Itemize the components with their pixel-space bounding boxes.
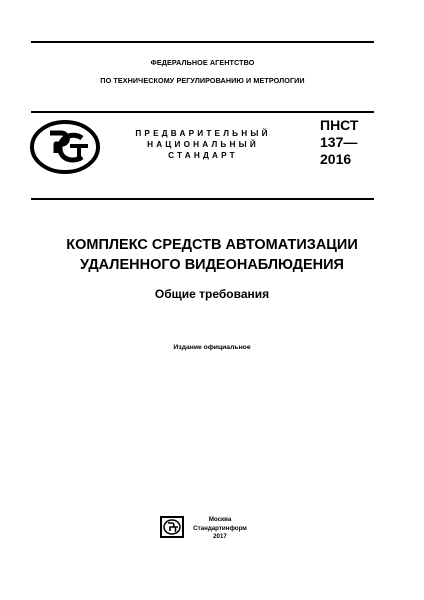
gost-r-logo-icon xyxy=(30,120,100,174)
document-subtitle: Общие требования xyxy=(154,287,270,301)
document-title-line1: КОМПЛЕКС СРЕДСТВ АВТОМАТИЗАЦИИ xyxy=(66,237,358,253)
standard-number-value: 137— xyxy=(320,134,358,150)
publisher-city: Москва xyxy=(208,516,232,523)
agency-name-line1: ФЕДЕРАЛЬНОЕ АГЕНТСТВО xyxy=(150,58,255,67)
agency-name-line2: ПО ТЕХНИЧЕСКОМУ РЕГУЛИРОВАНИЮ И МЕТРОЛОГИИ xyxy=(100,76,305,85)
document-title-line2: УДАЛЕННОГО ВИДЕОНАБЛЮДЕНИЯ xyxy=(80,257,344,273)
publication-year: 2017 xyxy=(213,533,227,540)
middle-divider xyxy=(31,111,374,113)
standard-type-line3: СТАНДАРТ xyxy=(168,151,238,160)
standard-number-prefix: ПНСТ xyxy=(320,117,359,133)
publisher-logo-icon xyxy=(160,516,184,538)
bottom-divider xyxy=(31,198,374,200)
top-divider xyxy=(31,41,374,43)
standard-type-line2: НАЦИОНАЛЬНЫЙ xyxy=(147,140,259,149)
standard-number-year: 2016 xyxy=(320,151,352,167)
standard-type-line1: ПРЕДВАРИТЕЛЬНЫЙ xyxy=(135,129,271,138)
publisher-name: Стандартинформ xyxy=(193,524,247,532)
edition-note: Издание официальное xyxy=(173,344,251,351)
